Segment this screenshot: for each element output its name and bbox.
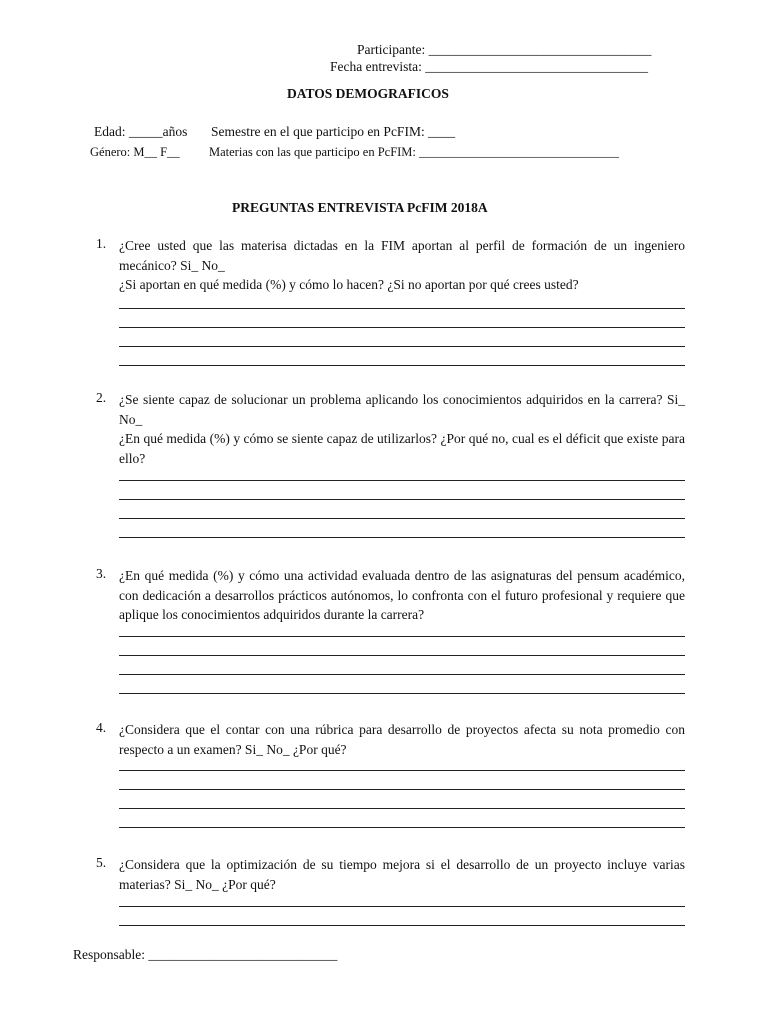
answer-line[interactable]: [119, 480, 685, 481]
question-body: [119, 720, 685, 759]
question-number: 4.: [96, 720, 107, 735]
answer-line[interactable]: [119, 518, 685, 519]
answer-line[interactable]: [119, 693, 685, 694]
materias-field[interactable]: Materias con las que participo en PcFIM: ________________________________: [209, 145, 620, 159]
question-text: ¿Considera que la optimización de su tiempo mejora si el desarrollo de un proyecto incluye varias materias? Si_ No_ ¿Por qué?: [119, 857, 685, 892]
answer-line[interactable]: [119, 925, 685, 926]
question-number: 2.: [96, 390, 107, 405]
question-followup: ¿En qué medida (%) y cómo se siente capaz de utilizarlos? ¿Por qué no, cual es el déficit que existe para ello?: [119, 431, 685, 466]
answer-line[interactable]: [119, 808, 685, 809]
fecha-entrevista-field[interactable]: Fecha entrevista: _________________________________: [330, 59, 648, 74]
question-text: ¿Considera que el contar con una rúbrica para desarrollo de proyectos afecta su nota promedio con respecto a un examen? Si_ No_ ¿Por qué?: [119, 722, 685, 757]
question-body: [119, 855, 685, 894]
question-number: 3.: [96, 566, 107, 581]
answer-line[interactable]: [119, 636, 685, 637]
answer-line[interactable]: [119, 346, 685, 347]
answer-line[interactable]: [119, 770, 685, 771]
question-body: [119, 390, 685, 468]
responsable-field[interactable]: Responsable: ____________________________: [73, 947, 338, 962]
participante-field[interactable]: Participante: _________________________________: [357, 42, 652, 57]
question-number: 5.: [96, 855, 107, 870]
answer-line[interactable]: [119, 308, 685, 309]
answer-line[interactable]: [119, 537, 685, 538]
answer-line[interactable]: [119, 674, 685, 675]
interview-title: PREGUNTAS ENTREVISTA PcFIM 2018A: [232, 200, 488, 215]
genero-field[interactable]: Género: M__ F__: [90, 145, 180, 159]
question-number: 1.: [96, 236, 107, 251]
answer-line[interactable]: [119, 789, 685, 790]
demographics-title: DATOS DEMOGRAFICOS: [287, 86, 449, 101]
question-text: ¿Cree usted que las materisa dictadas en la FIM aportan al perfil de formación de un ingeniero mecánico? Si_ No_: [119, 238, 685, 273]
question-text: ¿Se siente capaz de solucionar un problema aplicando los conocimientos adquiridos en la carrera? Si_ No_: [119, 392, 685, 427]
question-text: ¿En qué medida (%) y cómo una actividad evaluada dentro de las asignaturas del pensum académico, con dedicación a desarrollos prácticos autónomos, lo confronta con el futuro profesional y requiere que aplique los conocimientos adquiridos durante la carrera?: [119, 568, 685, 622]
question-body: [119, 566, 685, 625]
answer-line[interactable]: [119, 499, 685, 500]
answer-line[interactable]: [119, 327, 685, 328]
question-followup: ¿Si aportan en qué medida (%) y cómo lo hacen? ¿Si no aportan por qué crees usted?: [119, 277, 579, 292]
answer-line[interactable]: [119, 655, 685, 656]
semestre-field[interactable]: Semestre en el que participo en PcFIM: ____: [211, 124, 456, 139]
answer-line[interactable]: [119, 365, 685, 366]
answer-line[interactable]: [119, 906, 685, 907]
question-body: [119, 236, 685, 295]
edad-field[interactable]: Edad: _____años: [94, 124, 188, 139]
answer-line[interactable]: [119, 827, 685, 828]
